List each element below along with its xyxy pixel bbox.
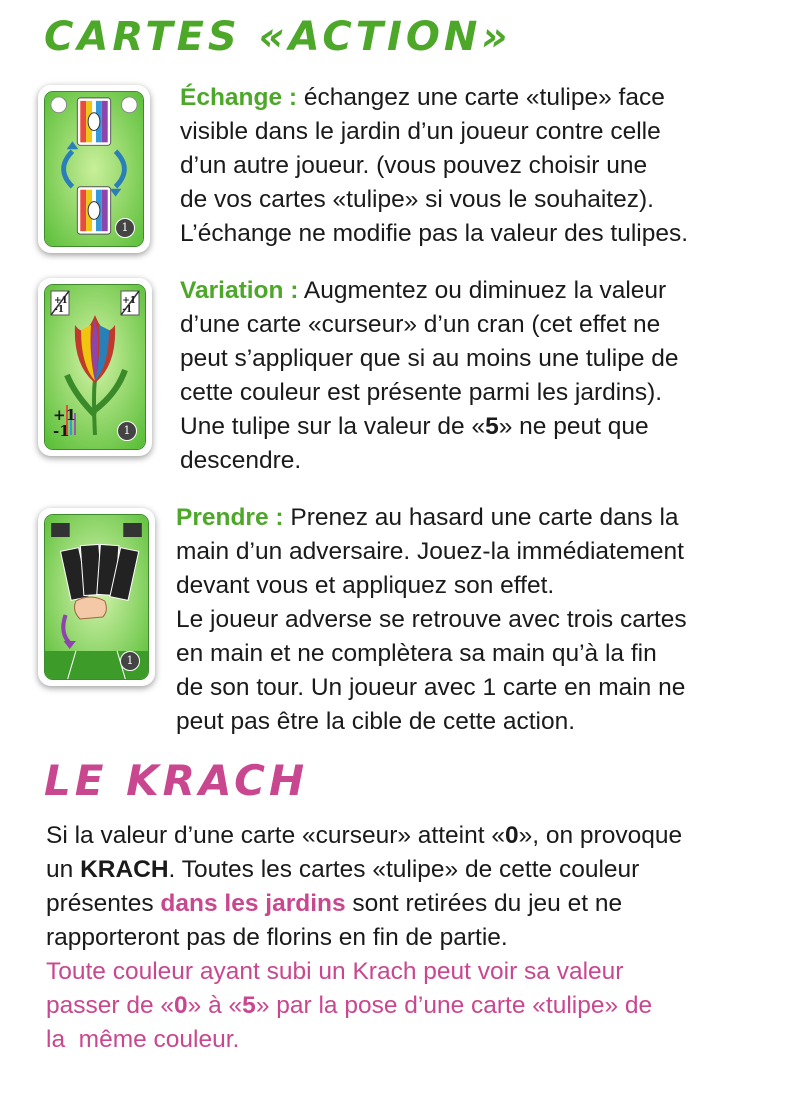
variation-line-4: cette couleur est présente parmi les jardins). [180, 379, 663, 406]
prendre-card-image [38, 508, 155, 686]
variation-line-2: d’une carte «curseur» d’un cran (cet effet ne [180, 311, 661, 338]
variation-corner-right: +1 -1 [122, 296, 136, 315]
variation-card-number: 1 [117, 421, 137, 441]
echange-description [180, 81, 753, 251]
prendre-line-4: Le joueur adverse se retrouve avec trois cartes [176, 606, 687, 633]
echange-line-2: visible dans le jardin d’un joueur contre celle [180, 118, 661, 145]
prendre-line-1 [176, 501, 756, 535]
echange-line-4: de vos cartes «tulipe» si vous le souhaitez). [180, 186, 654, 213]
echange-card-image [38, 85, 150, 253]
echange-card-number: 1 [115, 218, 135, 238]
echange-line-1 [180, 81, 753, 115]
prendre-text-1: Prenez au hasard une carte dans la [290, 504, 679, 531]
krach-line-3: présentes dans les jardins sont retirées du jeu et ne [46, 890, 623, 917]
krach-line-2: un KRACH. Toutes les cartes «tulipe» de cette couleur [46, 856, 640, 883]
variation-corner-left: +1 -1 [54, 296, 68, 315]
variation-card-image [38, 278, 152, 456]
prendre-line-6: de son tour. Un joueur avec 1 carte en main ne [176, 674, 686, 701]
krach-line-7: la même couleur. [46, 1026, 240, 1053]
echange-term: Échange : [180, 84, 298, 111]
variation-line-1 [180, 274, 758, 308]
prendre-line-5: en main et ne complètera sa main qu’à la fin [176, 640, 657, 667]
prendre-line-2: main d’un adversaire. Jouez-la immédiatement [176, 538, 684, 565]
echange-line-5: L’échange ne modifie pas la valeur des tulipes. [180, 220, 689, 247]
prendre-description [176, 501, 756, 739]
variation-line-5: Une tulipe sur la valeur de «5» ne peut que [180, 413, 649, 440]
actions-section-title: CARTES «ACTION» [44, 14, 512, 60]
prendre-line-7: peut pas être la cible de cette action. [176, 708, 576, 735]
krach-line-6: passer de «0» à «5» par la pose d’une carte «tulipe» de [46, 992, 653, 1019]
prendre-term: Prendre : [176, 504, 284, 531]
variation-line-6: descendre. [180, 447, 302, 474]
krach-highlight: dans les jardins [160, 890, 346, 917]
prendre-card-number: 1 [120, 651, 140, 671]
prendre-line-3: devant vous et appliquez son effet. [176, 572, 555, 599]
variation-big-label: +1 -1 [53, 406, 77, 440]
variation-line-3: peut s’appliquer que si au moins une tulipe de [180, 345, 679, 372]
echange-text-1: échangez une carte «tulipe» face [303, 84, 665, 111]
variation-term: Variation : [180, 277, 299, 304]
krach-description [46, 819, 759, 1057]
variation-description [180, 274, 758, 478]
variation-text-1: Augmentez ou diminuez la valeur [303, 277, 667, 304]
echange-line-3: d’un autre joueur. (vous pouvez choisir une [180, 152, 648, 179]
krach-line-4: rapporteront pas de florins en fin de partie. [46, 924, 508, 951]
krach-line-5: Toute couleur ayant subi un Krach peut voir sa valeur [46, 958, 624, 985]
krach-section-title: LE KRACH [44, 756, 309, 805]
krach-line-1: Si la valeur d’une carte «curseur» atteint «0», on provoque [46, 822, 683, 849]
